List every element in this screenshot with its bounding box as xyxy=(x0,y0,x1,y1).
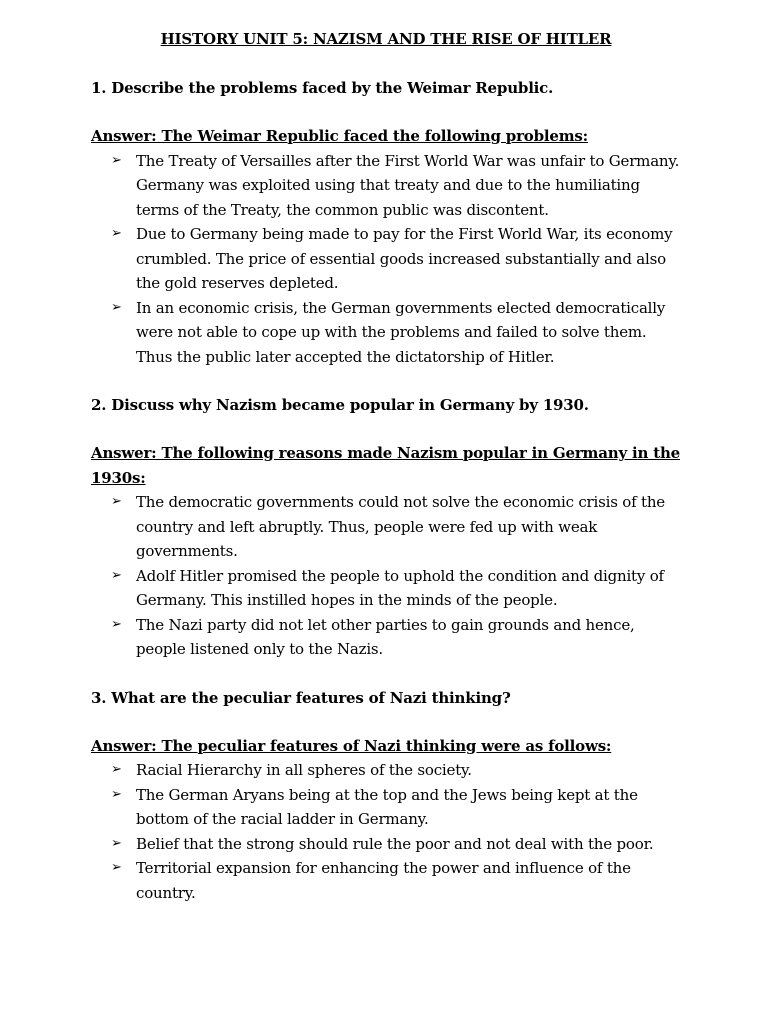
list-item xyxy=(91,490,681,564)
arrowhead-bullet-icon: ➢ xyxy=(111,567,122,583)
list-item-text: Territorial expansion for enhancing the power and influence of the country. xyxy=(136,859,631,902)
arrowhead-bullet-icon: ➢ xyxy=(111,762,122,777)
section-2 xyxy=(91,393,681,662)
arrowhead-bullet-icon: ➢ xyxy=(111,299,122,315)
list-item xyxy=(91,758,681,783)
arrowhead-bullet-icon: ➢ xyxy=(111,786,122,802)
question-2: 2. Discuss why Nazism became popular in Germany by 1930. xyxy=(91,396,589,414)
arrowhead-bullet-icon: ➢ xyxy=(111,835,122,851)
list-item-text: Due to Germany being made to pay for the First World War, its economy crumbled. The price of essential goods increased substantially and also the gold reserves depleted. xyxy=(136,225,673,292)
answer-heading-2: Answer: The following reasons made Nazism popular in Germany in the 1930s: xyxy=(91,444,680,487)
list-item-text: The democratic governments could not solve the economic crisis of the country and left abruptly. Thus, people were fed up with weak governments. xyxy=(136,493,665,560)
answer-list-3 xyxy=(91,758,681,905)
section-1 xyxy=(91,76,681,369)
arrowhead-bullet-icon: ➢ xyxy=(111,616,122,632)
list-item xyxy=(91,613,681,662)
answer-list-2 xyxy=(91,490,681,662)
answer-heading-3: Answer: The peculiar features of Nazi thinking were as follows: xyxy=(91,736,612,755)
list-item-text: Adolf Hitler promised the people to uphold the condition and dignity of Germany. This instilled hopes in the minds of the people. xyxy=(136,566,664,609)
list-item-text: Belief that the strong should rule the poor and not deal with the poor. xyxy=(136,834,654,853)
arrowhead-bullet-icon: ➢ xyxy=(111,494,122,509)
answer-list-1 xyxy=(91,149,681,370)
answer-heading-1: Answer: The Weimar Republic faced the following problems: xyxy=(91,127,588,145)
section-3 xyxy=(91,686,681,906)
list-item-text: Racial Hierarchy in all spheres of the society. xyxy=(136,761,472,779)
list-item xyxy=(91,149,681,223)
list-item-text: The German Aryans being at the top and the Jews being kept at the bottom of the racial ladder in Germany. xyxy=(136,785,638,828)
list-item-text: In an economic crisis, the German governments elected democratically were not able to cope up with the problems and failed to solve them. Thus the public later accepted the dictatorship of Hitler. xyxy=(136,298,666,366)
arrowhead-bullet-icon: ➢ xyxy=(111,860,122,875)
list-item-text: The Nazi party did not let other parties to gain grounds and hence, people listened only to the Nazis. xyxy=(136,615,635,658)
question-1: 1. Describe the problems faced by the Weimar Republic. xyxy=(91,79,554,97)
list-item xyxy=(91,222,681,296)
arrowhead-bullet-icon: ➢ xyxy=(111,152,122,168)
list-item xyxy=(91,832,681,857)
document-page xyxy=(91,27,681,905)
list-item xyxy=(91,564,681,613)
list-item xyxy=(91,783,681,832)
list-item xyxy=(91,856,681,905)
list-item xyxy=(91,296,681,370)
question-3: 3. What are the peculiar features of Nazi thinking? xyxy=(91,688,511,707)
list-item-text: The Treaty of Versailles after the First World War was unfair to Germany. Germany was exploited using that treaty and due to the humiliating terms of the Treaty, the common public was discontent. xyxy=(136,151,680,219)
arrowhead-bullet-icon: ➢ xyxy=(111,226,122,241)
document-title: HISTORY UNIT 5: NAZISM AND THE RISE OF HITLER xyxy=(160,30,612,48)
